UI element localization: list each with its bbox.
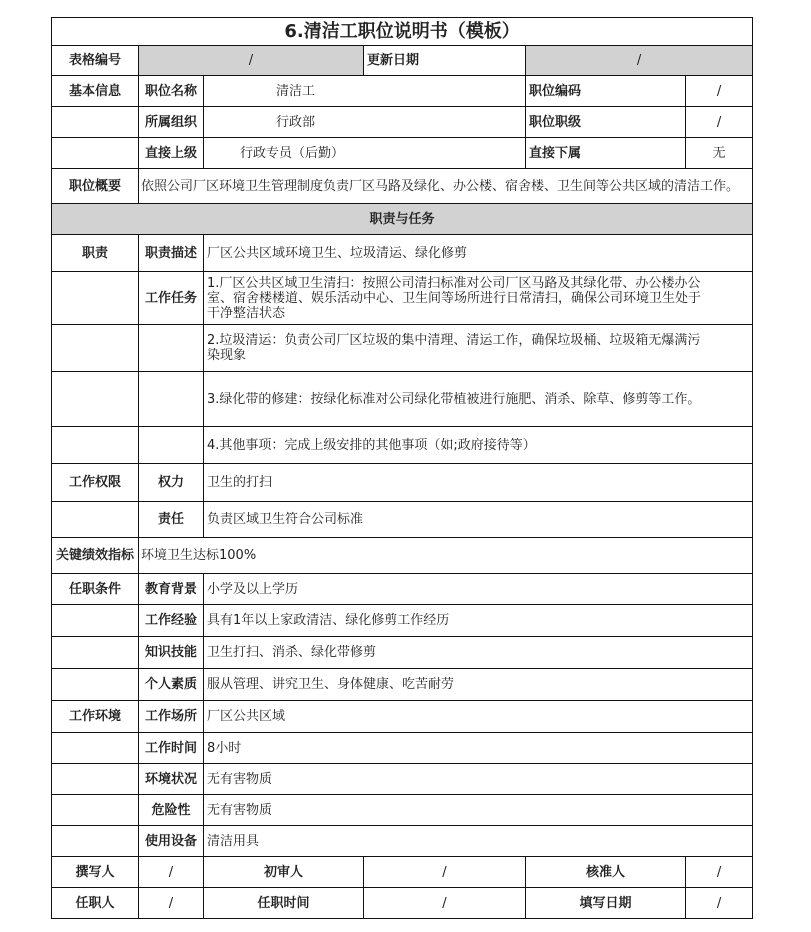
- environment-item-value: 8小时: [204, 733, 753, 764]
- first-reviewer-label: 初审人: [204, 857, 364, 888]
- environment-item-value: 厂区公共区域: [204, 701, 753, 733]
- empty-cell: [52, 733, 139, 764]
- fill-date-value: /: [686, 888, 753, 919]
- page-title-cell: 6.清洁工职位说明书（模板）: [52, 18, 753, 46]
- environment-item-value: 无有害物质: [204, 795, 753, 826]
- power-value: 卫生的打扫: [204, 464, 753, 502]
- holder-value: /: [139, 888, 204, 919]
- empty-cell: [52, 605, 139, 637]
- requirement-label: 教育背景: [139, 574, 204, 605]
- empty-cell: [52, 325, 139, 372]
- org-label: 所属组织: [139, 107, 204, 138]
- tenure-label: 任职时间: [204, 888, 364, 919]
- duties-desc-label: 职责描述: [139, 235, 204, 272]
- task-item: 3.绿化带的修建：按绿化标准对公司绿化带植被进行施肥、消杀、除草、修剪等工作。: [204, 372, 753, 427]
- update-date-value: /: [526, 46, 753, 76]
- duties-header: 职责与任务: [52, 204, 753, 235]
- task-item: 2.垃圾清运：负责公司厂区垃圾的集中清理、清运工作，确保垃圾桶、垃圾箱无爆满污染现象: [204, 325, 753, 372]
- empty-cell: [52, 272, 139, 325]
- job-description-body: [51, 17, 753, 919]
- level-value: /: [686, 107, 753, 138]
- requirement-value: 小学及以上学历: [204, 574, 753, 605]
- empty-cell: [52, 669, 139, 701]
- position-name-label: 职位名称: [139, 76, 204, 107]
- org-value: 行政部: [204, 107, 526, 138]
- form-code-label: 表格编号: [52, 46, 139, 76]
- environment-item-label: 工作场所: [139, 701, 204, 733]
- tenure-value: /: [364, 888, 526, 919]
- overview-text: 依照公司厂区环境卫生管理制度负责厂区马路及绿化、办公楼、宿舍楼、卫生间等公共区域的清洁工作。: [139, 169, 753, 204]
- requirement-label: 个人素质: [139, 669, 204, 701]
- environment-item-label: 环境状况: [139, 764, 204, 795]
- environment-item-value: 清洁用具: [204, 826, 753, 857]
- approver-label: 核准人: [526, 857, 686, 888]
- kpi-label: 关键绩效指标: [52, 538, 139, 574]
- writer-label: 撰写人: [52, 857, 139, 888]
- requirement-label: 知识技能: [139, 637, 204, 669]
- position-name-value: 清洁工: [204, 76, 526, 107]
- empty-cell: [52, 372, 139, 427]
- empty-cell: [52, 826, 139, 857]
- empty-cell: [52, 107, 139, 138]
- update-date-label: 更新日期: [364, 46, 526, 76]
- requirement-value: 服从管理、讲究卫生、身体健康、吃苦耐劳: [204, 669, 753, 701]
- holder-label: 任职人: [52, 888, 139, 919]
- environment-label: 工作环境: [52, 701, 139, 733]
- empty-cell: [139, 325, 204, 372]
- writer-value: /: [139, 857, 204, 888]
- responsibility-label: 责任: [139, 502, 204, 538]
- tasks-label: 工作任务: [139, 272, 204, 325]
- superior-label: 直接上级: [139, 138, 204, 169]
- overview-label: 职位概要: [52, 169, 139, 204]
- task-item: 1.厂区公共区域卫生清扫：按照公司清扫标准对公司厂区马路及其绿化带、办公楼办公室、宿舍楼楼道、娱乐活动中心、卫生间等场所进行日常清扫，确保公司环境卫生处于干净整洁状态: [204, 272, 753, 325]
- environment-item-label: 使用设备: [139, 826, 204, 857]
- empty-cell: [52, 795, 139, 826]
- environment-item-value: 无有害物质: [204, 764, 753, 795]
- requirements-label: 任职条件: [52, 574, 139, 605]
- position-code-label: 职位编码: [526, 76, 686, 107]
- requirement-value: 具有1年以上家政清洁、绿化修剪工作经历: [204, 605, 753, 637]
- empty-cell: [139, 427, 204, 464]
- subordinate-label: 直接下属: [526, 138, 686, 169]
- kpi-value: 环境卫生达标100%: [139, 538, 753, 574]
- duties-label: 职责: [52, 235, 139, 272]
- basic-info-section: 基本信息: [52, 76, 139, 107]
- responsibility-value: 负责区域卫生符合公司标准: [204, 502, 753, 538]
- fill-date-label: 填写日期: [526, 888, 686, 919]
- environment-item-label: 危险性: [139, 795, 204, 826]
- task-item: 4.其他事项：完成上级安排的其他事项（如;政府接待等）: [204, 427, 753, 464]
- level-label: 职位职级: [526, 107, 686, 138]
- empty-cell: [52, 138, 139, 169]
- empty-cell: [52, 427, 139, 464]
- first-reviewer-value: /: [364, 857, 526, 888]
- environment-item-label: 工作时间: [139, 733, 204, 764]
- form-code-value: /: [139, 46, 364, 76]
- requirement-value: 卫生打扫、消杀、绿化带修剪: [204, 637, 753, 669]
- authority-label: 工作权限: [52, 464, 139, 502]
- approver-value: /: [686, 857, 753, 888]
- subordinate-value: 无: [686, 138, 753, 169]
- requirement-label: 工作经验: [139, 605, 204, 637]
- empty-cell: [52, 502, 139, 538]
- duties-desc-value: 厂区公共区域环境卫生、垃圾清运、绿化修剪: [204, 235, 753, 272]
- position-code-value: /: [686, 76, 753, 107]
- empty-cell: [52, 764, 139, 795]
- superior-value: 行政专员（后勤）: [204, 138, 526, 169]
- empty-cell: [139, 372, 204, 427]
- empty-cell: [52, 637, 139, 669]
- power-label: 权力: [139, 464, 204, 502]
